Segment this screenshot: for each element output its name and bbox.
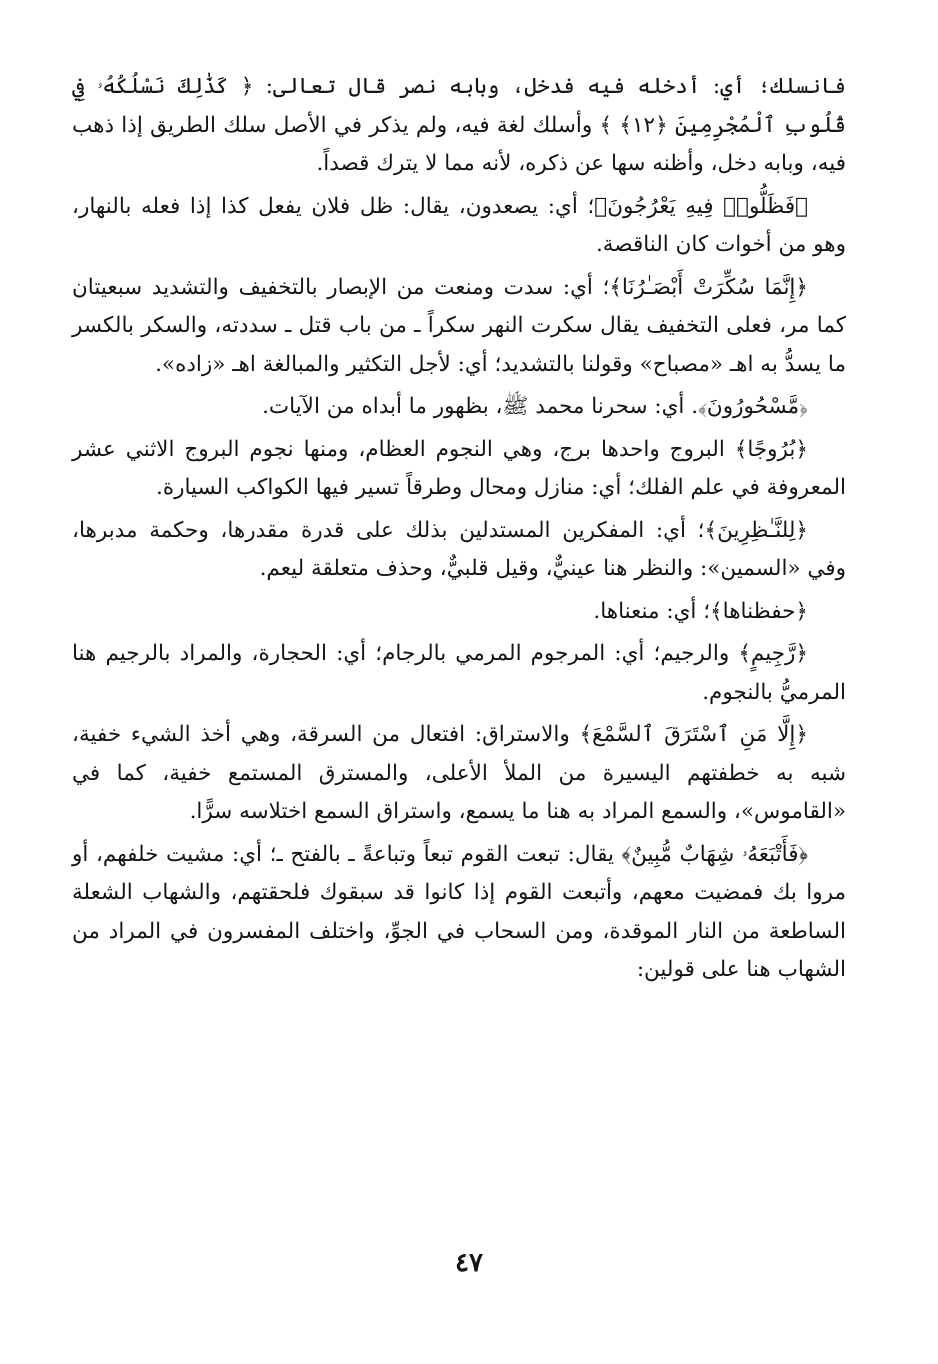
page-body: [72, 68, 846, 994]
paragraph-9: ﴿إِلَّا مَنِ ٱسْتَرَقَ ٱلسَّمْعَ﴾ والاستراق: افتعال من السرقة، وهي أخذ الشيء خفية، شبه به خطفتهم اليسيرة من الملأ الأعلى، والمسترق المستمع خفية، كما في «القاموس»، والسمع المراد به هنا ما يسمع، واستراق السمع اختلاسه سرًّا.: [72, 722, 846, 824]
paragraph-3: ﴿إِنَّمَا سُكِّرَتْ أَبْصَـٰرُنَا﴾؛ أي: سدت ومنعت من الإبصار بالتخفيف والتشديد سبعيتان كما مر، فعلى التخفيف يقال سكرت النهر سكراً ـ من باب قتل ـ سددته، والسكر بالكسر ما يسدُّ به اهـ «مصباح» وقولنا بالتشديد؛ أي: لأجل التكثير والمبالغة اهـ «زاده».: [72, 274, 846, 377]
paragraph-5: ﴿بُرُوجًا﴾ البروج واحدها برج، وهي النجوم العظام، ومنها نجوم البروج الاثني عشر المعروفة في علم الفلك؛ أي: منازل ومحال وطرقاً تسير فيها الكواكب السيارة.: [72, 436, 846, 500]
paragraph-8: ﴿رَّجِيمٍ﴾ والرجيم؛ أي: المرجوم المرمي بالرجام؛ أي: الحجارة، والمراد بالرجيم هنا المرميُّ بالنجوم.: [72, 641, 846, 705]
paragraph-7: ﴿حفظناها﴾؛ أي: منعناها.: [593, 598, 808, 624]
paragraph-10: ﴿فَأَتْبَعَهُۥ شِهَابٌ مُّبِينٌ﴾ يقال: تبعت القوم تبعاً وتباعةً ـ بالفتح ـ؛ أي: مشيت خلفهم، أو مروا بك فمضيت معهم، وأتبعت القوم إذا كانوا قد سبقوك فلحقتهم، والشهاب الشعلة الساطعة من النار الموقدة، ومن السحاب في الجوِّ، واختلف المفسرون في المراد من الشهاب هنا على قولين:: [72, 841, 846, 982]
paragraph-1: فانسلك؛ أي: أدخله فيه فدخل، وبابه نصر قال تعالى: ﴿ كَذَٰلِكَ نَسْلُكُهُۥ فِي قُلُوبِ ٱلْمُجْرِمِينَ ﴿١٢﴾ ﴾ وأسلك لغة فيه، ولم يذكر في الأصل سلك الطريق إذا ذهب فيه، وبابه دخل، وأظنه سها عن ذكره، لأنه مما لا يترك قصداً.: [72, 74, 846, 176]
page-number: ٤٧: [455, 1248, 483, 1278]
paragraph-2: ﴿فَظَلُّوا۟ فِيهِ يَعْرُجُونَ﴾؛ أي: يصعدون، يقال: ظل فلان يفعل كذا إذا فعله بالنهار، وهو من أخوات كان الناقصة.: [72, 193, 846, 257]
paragraph-6: ﴿لِلنَّـٰظِرِينَ﴾؛ أي: المفكرين المستدلين بذلك على قدرة مقدرها، وحكمة مدبرها، وفي «السمين»: والنظر هنا عينيٌّ، وقيل قلبيٌّ، وحذف متعلقة ليعم.: [72, 517, 846, 581]
paragraph-4: ﴿مَّسْحُورُونَ﴾. أي: سحرنا محمد ﷺ، بظهور ما أبداه من الآيات.: [262, 394, 808, 419]
